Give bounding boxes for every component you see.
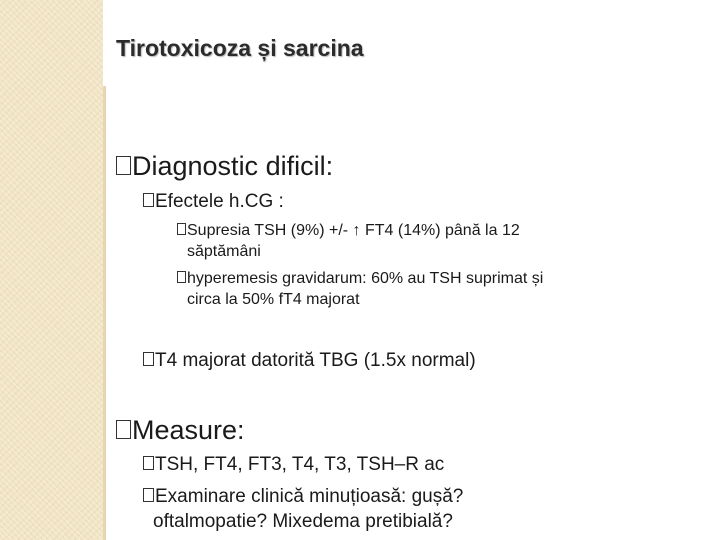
text-supresia-a: Supresia TSH (9%) +/- xyxy=(187,222,353,239)
text-hyperemesis-cont: circa la 50% fT4 majorat xyxy=(187,291,360,308)
up-arrow-icon: ↑ xyxy=(352,222,361,239)
bullet-box-icon xyxy=(177,223,186,235)
heading-measure: Measure: xyxy=(132,415,245,445)
bullet-tsh xyxy=(143,453,444,477)
text-examinare: Examinare clinică minuțioasă: gușă? xyxy=(155,486,464,507)
bullet-t4 xyxy=(143,349,476,373)
bullet-box-icon xyxy=(177,271,186,283)
bullet-diagnostic xyxy=(116,150,333,182)
text-t4: T4 majorat datorită TBG (1.5x normal) xyxy=(155,350,476,371)
bullet-examinare xyxy=(143,485,463,509)
bullet-box-icon xyxy=(116,420,131,439)
text-tsh: TSH, FT4, FT3, T4, T3, TSH–R ac xyxy=(155,454,445,475)
bullet-box-icon xyxy=(143,193,154,207)
bullet-hyperemesis xyxy=(177,268,543,289)
bullet-box-icon xyxy=(116,156,131,175)
text-hyperemesis: hyperemesis gravidarum: 60% au TSH suprimat și xyxy=(187,270,544,287)
bullet-box-icon xyxy=(143,456,154,470)
bullet-efectele xyxy=(143,190,284,214)
heading-diagnostic: Diagnostic dificil: xyxy=(132,151,334,181)
text-examinare-cont: oftalmopatie? Mixedema pretibială? xyxy=(153,511,453,532)
bullet-box-icon xyxy=(143,352,154,366)
decorative-side-band xyxy=(0,0,103,540)
bullet-box-icon xyxy=(143,488,154,502)
bullet-supresia xyxy=(177,220,520,241)
bullet-measure xyxy=(116,414,245,446)
text-supresia-cont: săptămâni xyxy=(187,243,261,260)
text-supresia-b: FT4 (14%) până la 12 xyxy=(360,222,520,239)
slide-title: Tirotoxicoza și sarcina xyxy=(116,35,364,61)
label-efectele: Efectele h.CG : xyxy=(155,191,284,212)
